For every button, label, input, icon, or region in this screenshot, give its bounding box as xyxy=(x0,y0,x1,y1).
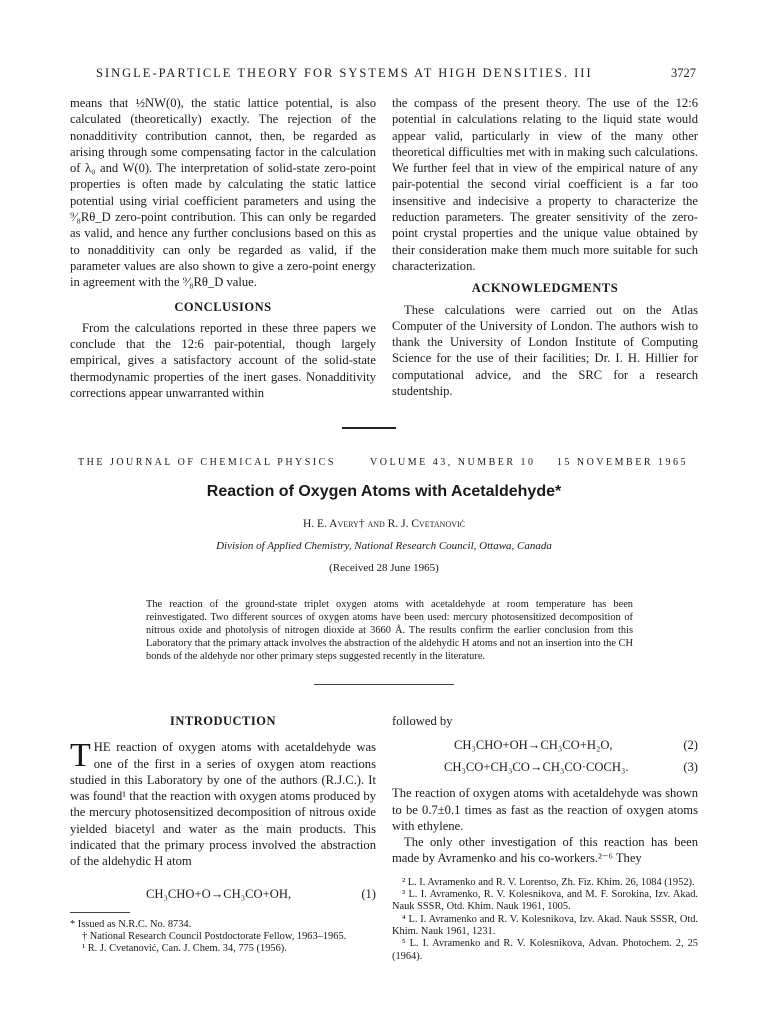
equation-1-number: (1) xyxy=(361,886,376,901)
equation-3-number: (3) xyxy=(683,760,698,775)
right-paragraph-1: The reaction of oxygen atoms with acetaldehyde was shown to be 0.7±0.1 times as fast as the reaction of oxygen atoms with ethylene. xyxy=(392,786,698,833)
prev-article-right-column xyxy=(392,95,698,399)
author-conjunction: and xyxy=(367,518,385,530)
prev-article-left-column xyxy=(70,95,376,401)
abstract: The reaction of the ground-state triplet oxygen atoms with acetaldehyde at room temperature has been reinvestigated. Two different sources of oxygen atoms have been used: mercury photosensitized decomposition of nitrous oxide and photolysis of nitrogen dioxide at 3660 Å. The results confirm the earlier conclusion from this Laboratory that the primary attack involves the abstraction of the aldehydic H atoms and not an insertion into the CH bonds of the aldehyde nor other primary steps suggested recently in the literature. xyxy=(146,599,633,663)
article-title: Reaction of Oxygen Atoms with Acetaldehyde* xyxy=(206,483,562,500)
author-1: H. E. Avery† xyxy=(302,518,365,530)
author-2: R. J. Cvetanović xyxy=(387,518,466,530)
journal-volume: VOLUME 43, NUMBER 10 xyxy=(370,457,536,468)
journal-name: THE JOURNAL OF CHEMICAL PHYSICS xyxy=(78,457,336,468)
running-header xyxy=(96,66,696,81)
right-paragraph-2: The only other investigation of this reaction has been made by Avramenko and his co-workers.²⁻⁶ They xyxy=(392,835,698,866)
intro-text: HE reaction of oxygen atoms with acetaldehyde was one of the first in a series of oxygen atom reactions studied in this Laboratory by one of the authors (R.J.C.). It was found¹ that the reaction with oxygen atoms produced by the mercury photosensitized decomposition of nitrous oxide yielded biacetyl and water as the main products. This indicated that the primary process involved the abstraction of the aldehydic H atom xyxy=(70,740,376,869)
acknowledgments-heading: ACKNOWLEDGMENTS xyxy=(471,281,619,296)
article-separator-rule xyxy=(342,427,396,429)
equation-2-text: CH₃CHO+OH→CH₃CO+H₂O, xyxy=(454,738,613,753)
running-title: SINGLE-PARTICLE THEORY FOR SYSTEMS AT HIGH DENSITIES. III xyxy=(96,66,593,80)
abstract-rule xyxy=(314,684,454,685)
footnote-item: * Issued as N.R.C. No. 8734. xyxy=(70,918,192,930)
intro-left-column xyxy=(70,713,376,956)
equation-1 xyxy=(70,886,376,906)
page-number: 3727 xyxy=(671,66,696,80)
followed-by-text: followed by xyxy=(392,714,453,728)
footnote-item: ¹ R. J. Cvetanović, Can. J. Chem. 34, 775 (1956). xyxy=(82,943,287,955)
footnote-item: ⁴ L. I. Avramenko and R. V. Kolesnikova, Izv. Akad. Nauk SSSR, Otd. Khim. Nauk 1961, 1231. xyxy=(392,913,698,937)
journal-date: 15 NOVEMBER 1965 xyxy=(556,457,688,468)
introduction-heading: INTRODUCTION xyxy=(169,714,276,728)
footnotes-left xyxy=(70,919,376,956)
conclusions-heading: CONCLUSIONS xyxy=(174,299,272,314)
intro-paragraph xyxy=(70,739,376,869)
equation-3-text: CH₃CO+CH₃CO→CH₃CO·COCH₃. xyxy=(444,760,629,775)
acknowledgments-text: These calculations were carried out on the Atlas Computer of the University of London. The authors wish to thank the University of London Institute of Computing Science for the use of their facilities; Dr. I. H. Hillier for computational advice, and the SRC for a research studentship. xyxy=(392,302,698,399)
equation-3 xyxy=(392,759,698,779)
prev-right-paragraph: the compass of the present theory. The use of the 12:6 potential in calculations relating to the liquid state would appear valid, particularly in view of the many other theoretical difficulties met with in making such calculations. We further feel that in view of the empirical nature of any pair-potential the second virial coefficient is a far too insensitive and indecisive a property to characterize the reduction parameters. The greater sensitivity of the zero-point crystal properties and the unique value obtained by their consideration make them much more suitable for such characterization. xyxy=(392,96,698,273)
equation-2 xyxy=(392,737,698,757)
affiliation: Division of Applied Chemistry, National Research Council, Ottawa, Canada xyxy=(216,540,552,552)
equation-2-number: (2) xyxy=(683,738,698,753)
footnote-item: ² L. I. Avramenko and R. V. Lorentso, Zh. Fiz. Khim. 26, 1084 (1952). xyxy=(402,876,695,888)
intro-dropcap: T xyxy=(70,737,91,775)
authors xyxy=(0,518,768,530)
footnote-item: ³ L. I. Avramenko, R. V. Kolesnikova, and M. F. Sorokina, Izv. Akad. Nauk SSSR, Otd. Khim. Nauk 1961, 1005. xyxy=(392,889,698,913)
intro-right-column xyxy=(392,713,698,963)
footnote-item: † National Research Council Postdoctorate Fellow, 1963–1965. xyxy=(82,930,347,942)
equation-1-text: CH₃CHO+O→CH₃CO+OH, xyxy=(146,886,292,901)
journal-line xyxy=(78,457,688,468)
received-date: (Received 28 June 1965) xyxy=(329,562,439,574)
footnote-rule xyxy=(70,912,130,913)
footnote-item: ⁵ L. I. Avramenko and R. V. Kolesnikova, Advan. Photochem. 2, 25 (1964). xyxy=(392,938,698,962)
footnotes-right xyxy=(392,877,698,963)
prev-left-paragraph: means that ½NW(0), the static lattice potential, is also calculated (theoretically) exactly. The rejection of the nonadditivity contribution cannot, then, be regarded as arising through some compensating factor in the calculation of λ₀ and W(0). The interpretation of solid-state zero-point properties is often made by calculating the static lattice potential using virial coefficient parameters and using the ⁹⁄₈Rθ_D zero-point contribution. This can only be regarded as valid, and hence any further conclusions based on this as to nonadditivity can only be regarded as valid, if the parameter values are also shown to give a zero-point energy in agreement with the ⁹⁄₈Rθ_D value. xyxy=(70,96,376,290)
conclusions-text: From the calculations reported in these three papers we conclude that the 12:6 pair-potential, though largely empirical, gives a satisfactory account of the solid-state thermodynamic properties of the inert gases. Nonadditivity corrections appear unwarranted within xyxy=(70,320,376,401)
